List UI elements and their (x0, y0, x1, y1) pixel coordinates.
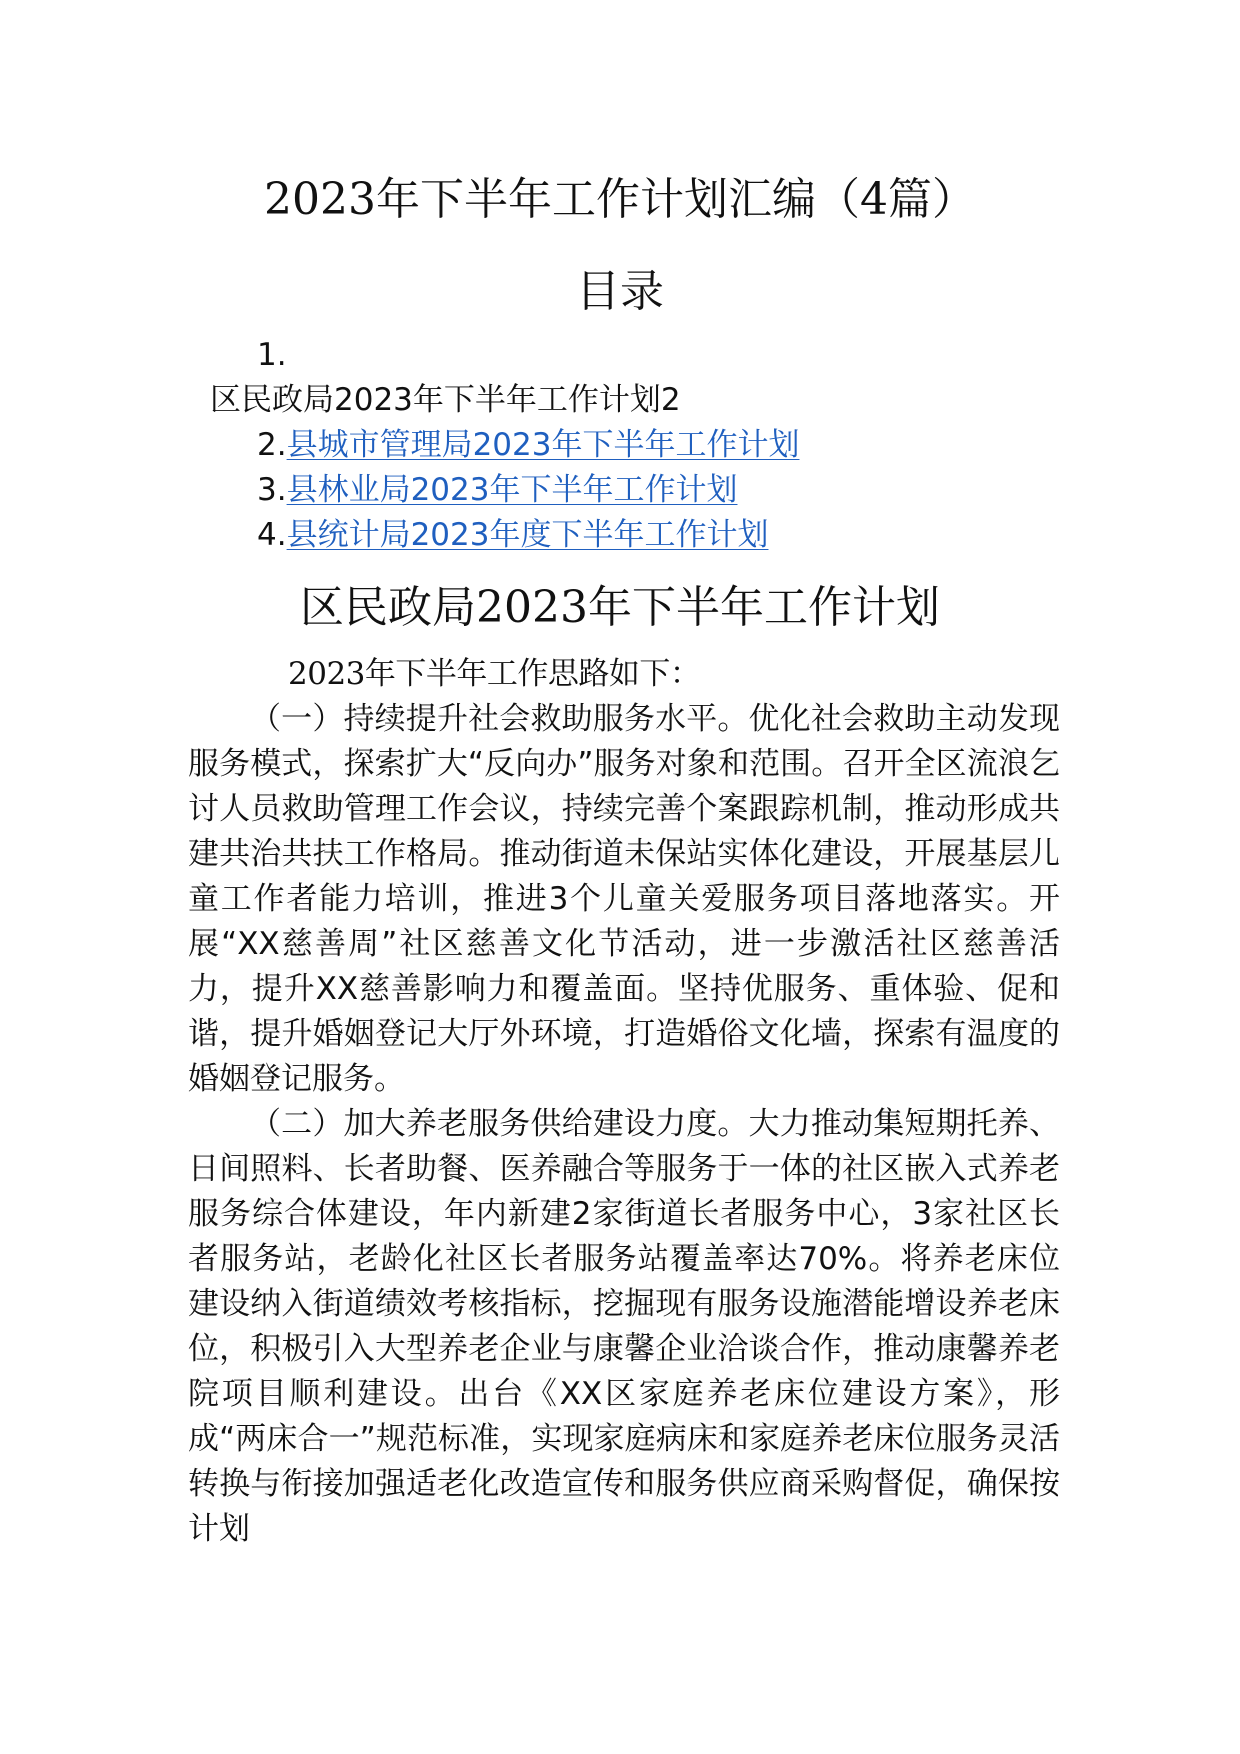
paragraph-elderly-care: （二）加大养老服务供给建设力度。大力推动集短期托养、日间照料、长者助餐、医养融合等服务于一体的社区嵌入式养老服务综合体建设，年内新建2家街道长者服务中心，3家社区长者服务站，老龄化社区长者服务站覆盖率达70%。将养老床位建设纳入街道绩效考核指标，挖掘现有服务设施潜能增设养老床位，积极引入大型养老企业与康馨企业洽谈合作，推动康馨养老院项目顺利建设。出台《XX区家庭养老床位建设方案》，形成“两床合一”规范标准，实现家庭病床和家庭养老床位服务灵活转换与衔接加强适老化改造宣传和服务供应商采购督促，确保按计划 (188, 1106, 1060, 1547)
toc-link-city-management[interactable]: 县城市管理局2023年下半年工作计划 (286, 427, 800, 463)
section-title: 区民政局2023年下半年工作计划 (300, 582, 940, 633)
toc-item-4[interactable] (0, 513, 1240, 558)
toc-item-text: 区民政局2023年下半年工作计划2 (210, 382, 681, 418)
toc-item-number: 2. (257, 427, 287, 463)
toc-link-statistics[interactable]: 县统计局2023年度下半年工作计划 (286, 517, 769, 553)
section-body (188, 652, 1060, 1552)
paragraph-social-assistance: （一）持续提升社会救助服务水平。优化社会救助主动发现服务模式，探索扩大“反向办”服务对象和范围。召开全区流浪乞讨人员救助管理工作会议，持续完善个案跟踪机制，推动形成共建共治共扶工作格局。推动街道未保站实体化建设，开展基层儿童工作者能力培训，推进3个儿童关爱服务项目落地落实。开展“XX慈善周”社区慈善文化节活动，进一步激活社区慈善活力，提升XX慈善影响力和覆盖面。坚持优服务、重体验、促和谐，提升婚姻登记大厅外环境，打造婚俗文化墙，探索有温度的婚姻登记服务。 (188, 701, 1060, 1097)
toc-heading: 目录 (576, 266, 664, 317)
toc-item-number: 4. (257, 517, 287, 553)
toc-item-1 (0, 333, 1240, 423)
toc-item-3[interactable] (0, 468, 1240, 513)
toc-link-forestry[interactable]: 县林业局2023年下半年工作计划 (286, 472, 738, 508)
intro-paragraph: 2023年下半年工作思路如下： (288, 656, 701, 692)
toc-item-2[interactable] (0, 423, 1240, 468)
toc-item-number: 3. (257, 472, 287, 508)
table-of-contents (0, 333, 1240, 558)
toc-item-number: 1. (257, 337, 287, 373)
document-title: 2023年下半年工作计划汇编（4篇） (264, 174, 976, 225)
